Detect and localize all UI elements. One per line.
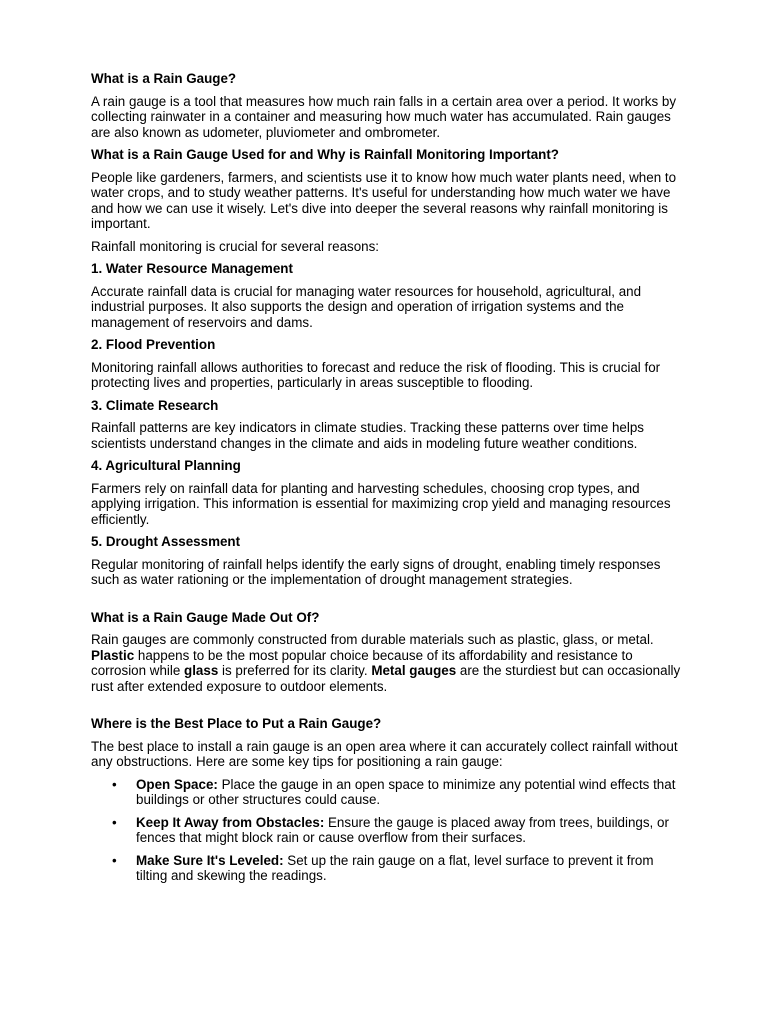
list-item — [112, 814, 688, 846]
heading-reason-2: 2. Flood Prevention — [91, 337, 216, 352]
section-spacer — [91, 701, 688, 716]
paragraph-made-of — [91, 632, 688, 694]
tip-text: Set up the rain gauge on a flat, level surface to prevent it from tilting and skewing the readings. — [136, 852, 654, 883]
made-of-text-2: happens to be the most popular choice because of its affordability and resistance to corrosion while — [91, 647, 633, 678]
paragraph-placement: The best place to install a rain gauge is an open area where it can accurately collect rainfall without any obstructions. Here are some key tips for positioning a rain gauge: — [91, 738, 678, 769]
tip-text: Place the gauge in an open space to minimize any potential wind effects that buildings or other structures could cause. — [136, 776, 676, 807]
placement-tips-list — [91, 777, 688, 884]
tip-label: Keep It Away from Obstacles: — [136, 814, 325, 830]
made-of-text-4: are the sturdiest but can occasionally rust after extended exposure to outdoor elements. — [91, 663, 681, 694]
tip-label: Open Space: — [136, 776, 218, 792]
tip-label: Make Sure It's Leveled: — [136, 852, 284, 868]
heading-placement: Where is the Best Place to Put a Rain Gauge? — [91, 716, 382, 731]
heading-reason-3: 3. Climate Research — [91, 397, 219, 413]
paragraph-reason-5: Regular monitoring of rainfall helps identify the early signs of drought, enabling timely responses such as water rationing or the implementation of drought management strategies. — [91, 556, 661, 587]
made-of-bold-plastic: Plastic — [91, 647, 135, 663]
heading-reason-1: 1. Water Resource Management — [91, 261, 293, 276]
made-of-text-1: Rain gauges are commonly constructed from durable materials such as plastic, glass, or metal. — [91, 632, 654, 647]
heading-used-for: What is a Rain Gauge Used for and Why is Rainfall Monitoring Important? — [91, 147, 559, 162]
bullet-icon: • — [112, 814, 117, 830]
paragraph-reason-1: Accurate rainfall data is crucial for managing water resources for household, agricultural, and industrial purposes. It also supports the design and operation of irrigation systems and the management of reservoirs and dams. — [91, 283, 642, 330]
paragraph-reason-2: Monitoring rainfall allows authorities to forecast and reduce the risk of flooding. This is crucial for protecting lives and properties, particularly in areas susceptible to flooding. — [91, 359, 661, 390]
paragraph-what-is-rain-gauge: A rain gauge is a tool that measures how much rain falls in a certain area over a period. It works by collecting rainwater in a container and measuring how much water has accumulated. Rain gauges are also known as udometer, pluviometer and ombrometer. — [91, 93, 677, 140]
made-of-bold-glass: glass — [184, 663, 219, 678]
made-of-text-3: is preferred for its clarity. — [218, 663, 372, 678]
bullet-icon: • — [112, 776, 117, 792]
paragraph-reason-4: Farmers rely on rainfall data for planting and harvesting schedules, choosing crop types, and applying irrigation. This information is essential for maximizing crop yield and managing resources efficiently. — [91, 480, 671, 527]
bullet-icon: • — [112, 852, 117, 868]
heading-what-is-rain-gauge: What is a Rain Gauge? — [91, 71, 237, 86]
list-item — [112, 776, 688, 808]
section-spacer — [91, 595, 688, 610]
made-of-bold-metal: Metal gauges — [371, 663, 457, 678]
paragraph-reasons-intro: Rainfall monitoring is crucial for several reasons: — [91, 238, 380, 254]
list-item — [112, 852, 688, 884]
paragraph-used-for: People like gardeners, farmers, and scientists use it to know how much water plants need, when to water crops, and to study weather patterns. It's useful for understanding how much water we have and how we can use it wisely. Let's dive into deeper the several reasons why rainfall monitoring is important. — [91, 169, 677, 231]
tip-text: Ensure the gauge is placed away from trees, buildings, or fences that might block rain or cause overflow from their surfaces. — [136, 814, 669, 845]
heading-made-of: What is a Rain Gauge Made Out Of? — [91, 609, 320, 625]
heading-reason-5: 5. Drought Assessment — [91, 534, 241, 549]
heading-reason-4: 4. Agricultural Planning — [91, 458, 241, 473]
paragraph-reason-3: Rainfall patterns are key indicators in climate studies. Tracking these patterns over time helps scientists understand changes in the climate and aids in modeling future weather conditions. — [91, 420, 644, 451]
